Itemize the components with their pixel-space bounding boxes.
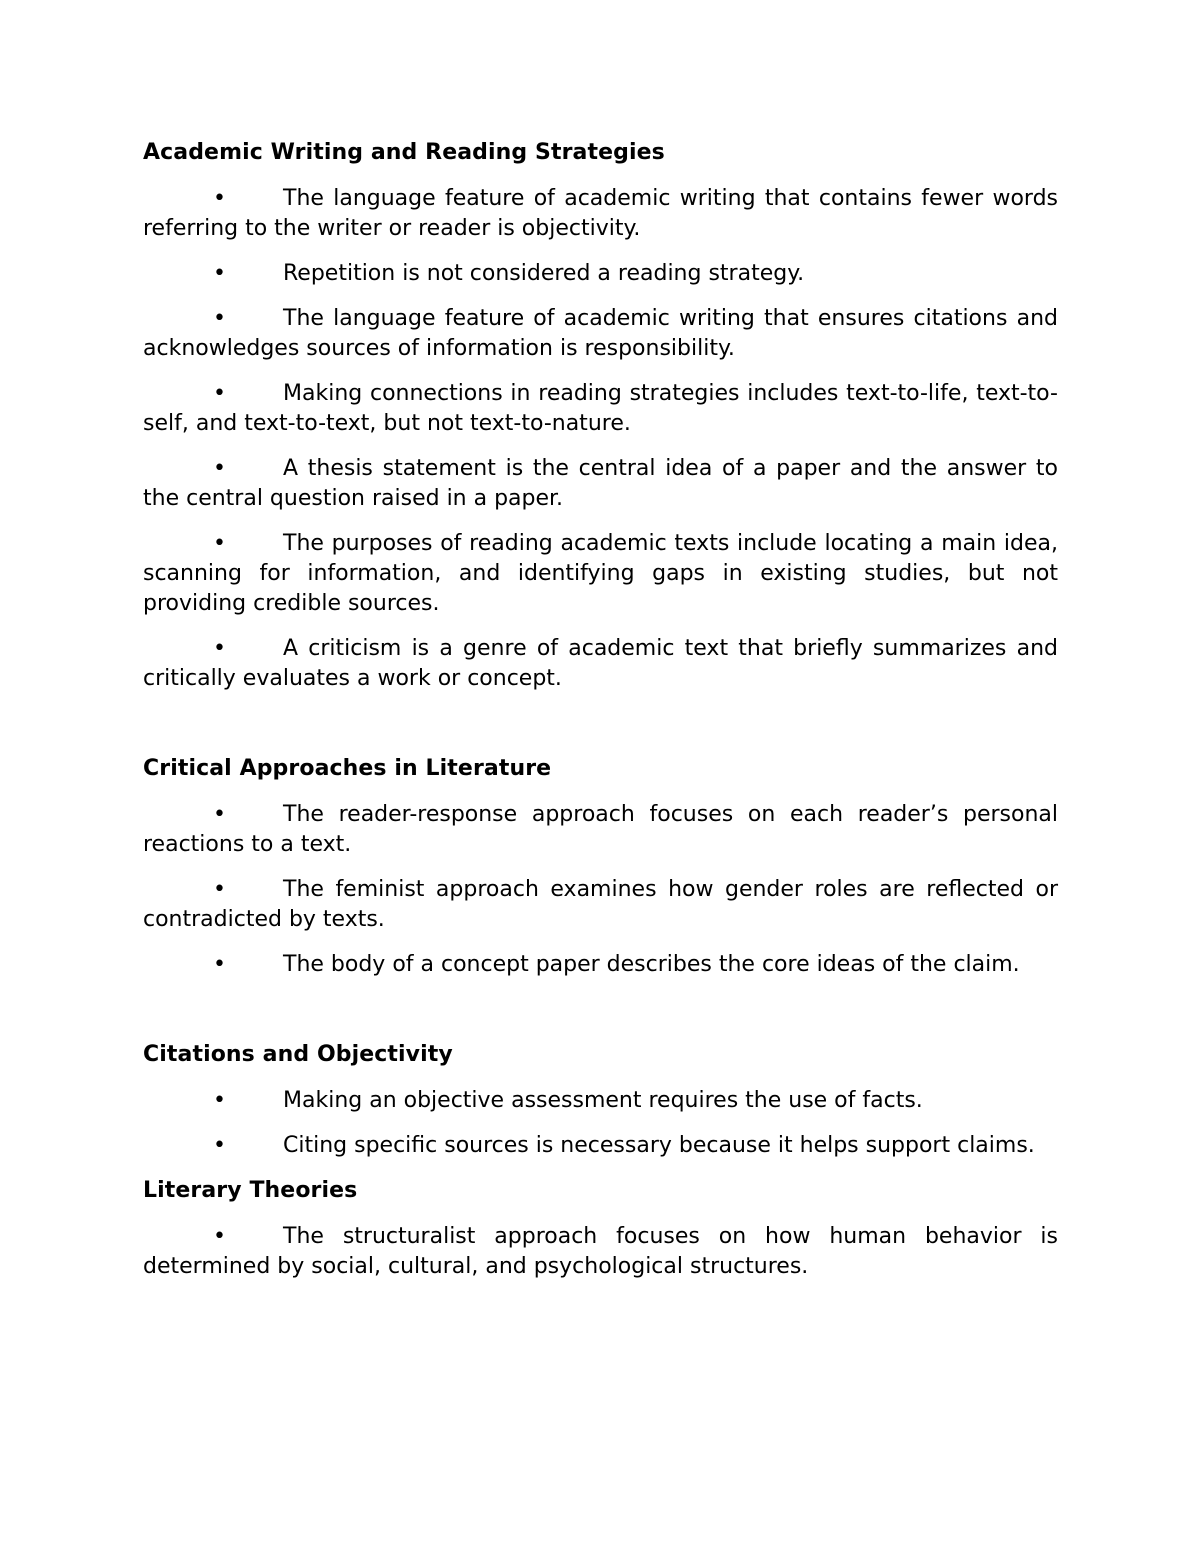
list-item: [143, 454, 1058, 514]
section-heading: Academic Writing and Reading Strategies: [143, 140, 665, 165]
bullet-icon: •: [213, 1133, 226, 1158]
list-item-text: Citing specific sources is necessary because it helps support claims.: [283, 1133, 1035, 1158]
section-heading: Literary Theories: [143, 1178, 358, 1203]
list-item-text: The language feature of academic writing that ensures citations and acknowledges sources of information is responsibility.: [143, 306, 1058, 361]
bullet-icon: •: [213, 381, 226, 406]
list-item-text: A thesis statement is the central idea of a paper and the answer to the central question raised in a paper.: [143, 456, 1058, 511]
bullet-icon: •: [213, 186, 226, 211]
bullet-icon: •: [213, 531, 226, 556]
list-item: [143, 950, 1058, 980]
bullet-list: [143, 184, 1058, 694]
bullet-icon: •: [213, 636, 226, 661]
list-item-text: A criticism is a genre of academic text that briefly summarizes and critically evaluates a work or concept.: [143, 636, 1058, 691]
list-item: [143, 259, 1058, 289]
list-item-text: Making connections in reading strategies includes text-to-life, text-to-self, and text-to-text, but not text-to-nature.: [143, 381, 1058, 436]
list-item-text: The feminist approach examines how gender roles are reflected or contradicted by texts.: [143, 877, 1058, 932]
section-heading: Citations and Objectivity: [143, 1042, 453, 1067]
list-item: [143, 379, 1058, 439]
list-item: [143, 800, 1058, 860]
list-item: [143, 1086, 1058, 1116]
bullet-icon: •: [213, 1088, 226, 1113]
list-item: [143, 875, 1058, 935]
bullet-icon: •: [213, 877, 226, 902]
list-item: [143, 1222, 1058, 1282]
list-item-text: The purposes of reading academic texts include locating a main idea, scanning for information, and identifying gaps in existing studies, but not providing credible sources.: [143, 531, 1058, 616]
bullet-list: [143, 800, 1058, 980]
section-citations-objectivity: [143, 1040, 1058, 1161]
list-item-text: The body of a concept paper describes the core ideas of the claim.: [283, 952, 1020, 977]
section-heading: Critical Approaches in Literature: [143, 756, 552, 781]
section-critical-approaches: [143, 754, 1058, 980]
list-item-text: The reader-response approach focuses on each reader’s personal reactions to a text.: [143, 802, 1058, 857]
bullet-icon: •: [213, 1224, 226, 1249]
list-item: [143, 634, 1058, 694]
list-item: [143, 304, 1058, 364]
section-literary-theories: [143, 1176, 1058, 1282]
list-item-text: The structuralist approach focuses on how human behavior is determined by social, cultural, and psychological structures.: [143, 1224, 1058, 1279]
list-item-text: Making an objective assessment requires the use of facts.: [283, 1088, 923, 1113]
section-academic-writing: [143, 138, 1058, 694]
bullet-icon: •: [213, 456, 226, 481]
document-page: [143, 138, 1058, 1282]
list-item-text: Repetition is not considered a reading strategy.: [283, 261, 805, 286]
list-item: [143, 184, 1058, 244]
list-item-text: The language feature of academic writing that contains fewer words referring to the writer or reader is objectivity.: [143, 186, 1058, 241]
bullet-icon: •: [213, 306, 226, 331]
bullet-icon: •: [213, 802, 226, 827]
bullet-icon: •: [213, 952, 226, 977]
list-item: [143, 1131, 1058, 1161]
bullet-list: [143, 1222, 1058, 1282]
list-item: [143, 529, 1058, 619]
bullet-icon: •: [213, 261, 226, 286]
bullet-list: [143, 1086, 1058, 1161]
